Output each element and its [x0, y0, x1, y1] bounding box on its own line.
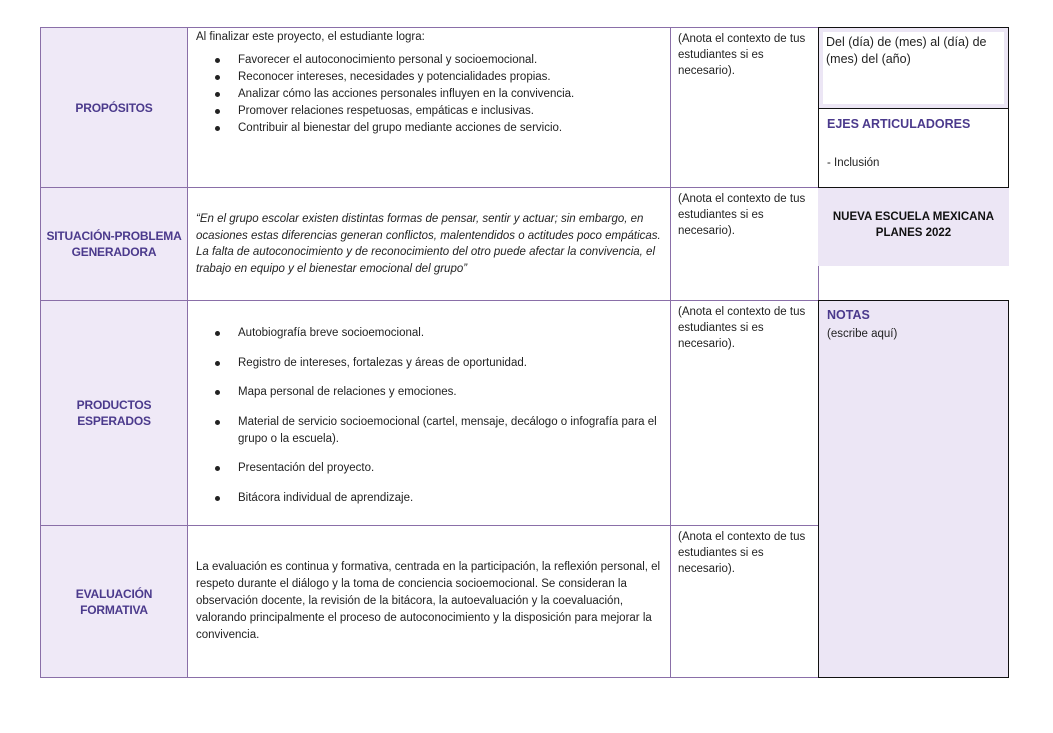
situacion-context-cell[interactable]	[671, 188, 819, 301]
list-item: Bitácora individual de aprendizaje.	[238, 490, 664, 507]
evaluacion-text: La evaluación es continua y formativa, centrada en la participación, la reflexión personal, el respeto durante el diálogo y la toma de conciencia socioemocional. Se consideran la observación docente, la revisión de la bitácora, la autoevaluación y la coevaluación, valorando principalmente el proceso de autoconocimiento y la disposición para mejorar la convivencia.	[196, 561, 661, 641]
evaluacion-context: (Anota el contexto de tus estudiantes si es necesario).	[678, 531, 806, 575]
list-item: Analizar cómo las acciones personales influyen en la convivencia.	[238, 86, 670, 103]
propositos-label-cell	[41, 28, 188, 188]
notas-title: NOTAS	[827, 308, 870, 322]
evaluacion-context-cell[interactable]	[671, 526, 819, 678]
situacion-label-cell	[41, 188, 188, 301]
productos-label-line2: ESPERADOS	[77, 414, 151, 428]
row-evaluacion	[41, 526, 819, 678]
list-item: Reconocer intereses, necesidades y potencialidades propias.	[238, 69, 670, 86]
list-item: Autobiografía breve socioemocional.	[238, 325, 664, 342]
list-item: Contribuir al bienestar del grupo mediante acciones de servicio.	[238, 120, 670, 137]
list-item: Favorecer el autoconocimiento personal y socioemocional.	[238, 52, 670, 69]
productos-label-line1: PRODUCTOS	[76, 398, 152, 412]
list-item: Registro de intereses, fortalezas y áreas de oportunidad.	[238, 355, 664, 372]
evaluacion-label-line2: FORMATIVA	[80, 602, 148, 617]
nem-title: NUEVA ESCUELA MEXICANA	[832, 211, 995, 223]
ejes-articuladores-item: - Inclusión	[827, 157, 880, 169]
propositos-body[interactable]	[188, 28, 671, 188]
situacion-context: (Anota el contexto de tus estudiantes si es necesario).	[678, 193, 806, 237]
row-propositos	[41, 28, 819, 188]
situacion-label-line2: GENERADORA	[71, 245, 157, 259]
notas-placeholder: (escribe aquí)	[827, 328, 898, 340]
propositos-context-cell[interactable]	[671, 28, 819, 188]
productos-label-cell	[41, 301, 188, 526]
ejes-articuladores-title: EJES ARTICULADORES	[827, 117, 971, 131]
situacion-body[interactable]	[188, 188, 671, 301]
date-range-text: Del (día) de (mes) al (día) de (mes) del (año)	[823, 32, 1004, 104]
row-productos	[41, 301, 819, 526]
propositos-intro: Al finalizar este proyecto, el estudiante logra:	[196, 31, 425, 43]
productos-list	[188, 325, 670, 507]
productos-context-cell[interactable]	[671, 301, 819, 526]
date-range-box[interactable]	[818, 27, 1009, 109]
list-item: Material de servicio socioemocional (cartel, mensaje, decálogo o infografía para el grupo o la escuela).	[238, 414, 664, 448]
evaluacion-label-line1: EVALUACIÓN	[75, 586, 153, 601]
situacion-label-line1: SITUACIÓN-PROBLEMA	[46, 229, 182, 243]
list-item: Presentación del proyecto.	[238, 460, 664, 477]
row-situacion	[41, 188, 819, 301]
list-item: Mapa personal de relaciones y emociones.	[238, 384, 664, 401]
notas-box[interactable]	[818, 300, 1009, 678]
propositos-context: (Anota el contexto de tus estudiantes si es necesario).	[678, 33, 806, 77]
list-item: Promover relaciones respetuosas, empáticas e inclusivas.	[238, 103, 670, 120]
propositos-list	[188, 52, 670, 137]
nem-subtitle: PLANES 2022	[875, 227, 952, 239]
situacion-text: “En el grupo escolar existen distintas formas de pensar, sentir y actuar; sin embargo, en ocasiones estas diferencias generan conflictos, malentendidos o actitudes poco empáticas. La falta de autoconocimiento y de reconocimiento del otro puede afectar la convivencia, el trabajo en equipo y el bienestar emocional del grupo”	[196, 213, 661, 275]
ejes-articuladores-box[interactable]	[818, 108, 1009, 188]
evaluacion-body[interactable]	[188, 526, 671, 678]
productos-body[interactable]	[188, 301, 671, 526]
nem-banner	[818, 188, 1009, 266]
productos-context: (Anota el contexto de tus estudiantes si es necesario).	[678, 306, 806, 350]
propositos-label: PROPÓSITOS	[75, 100, 153, 115]
evaluacion-label-cell	[41, 526, 188, 678]
planning-table	[40, 27, 819, 678]
